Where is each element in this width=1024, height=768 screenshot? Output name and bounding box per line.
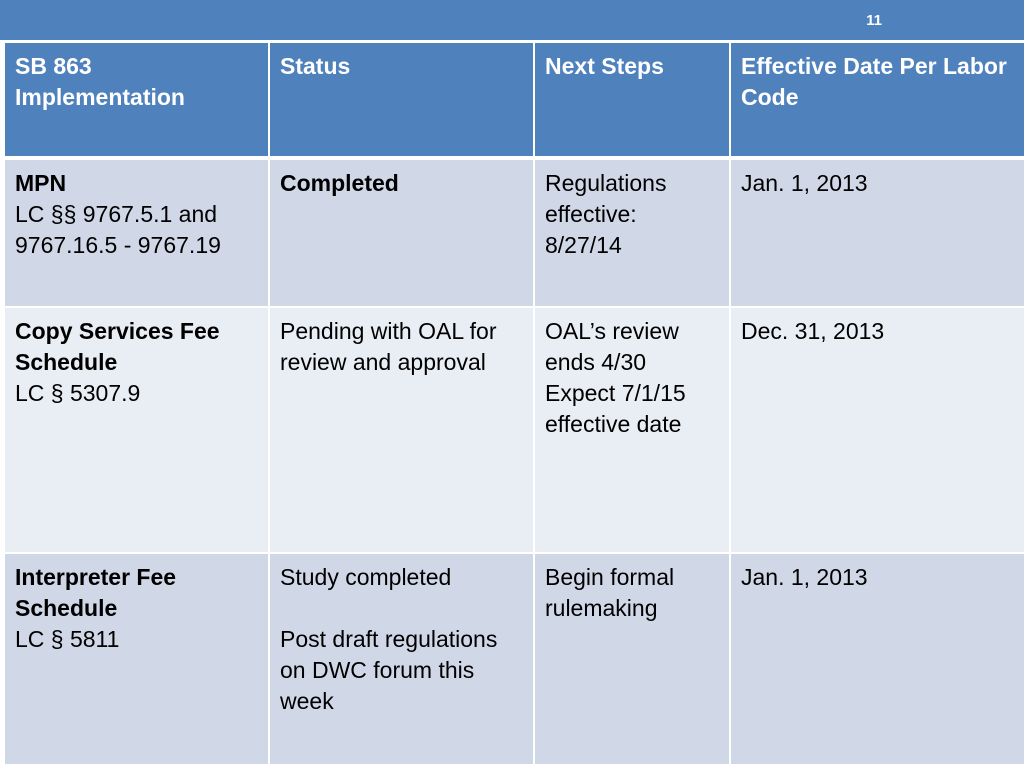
status-text: Completed bbox=[280, 170, 399, 196]
header-status: Status bbox=[269, 42, 534, 158]
next-steps-text: Expect 7/1/15 effective date bbox=[545, 380, 686, 437]
page-number: 11 bbox=[866, 12, 882, 29]
effective-date-cell bbox=[730, 553, 1024, 765]
slide-header-bar bbox=[0, 0, 1024, 40]
table-row bbox=[4, 158, 1024, 307]
implementation-cell bbox=[4, 307, 269, 553]
header-implementation: SB 863 Implementation bbox=[4, 42, 269, 158]
status-cell bbox=[269, 553, 534, 765]
implementation-cell bbox=[4, 158, 269, 307]
effective-date-text: Jan. 1, 2013 bbox=[741, 564, 868, 590]
implementation-cell bbox=[4, 553, 269, 765]
next-steps-text: Regulations effective: 8/27/14 bbox=[545, 170, 667, 258]
status-cell bbox=[269, 158, 534, 307]
next-steps-cell bbox=[534, 158, 730, 307]
next-steps-text: OAL’s review ends 4/30 bbox=[545, 318, 679, 375]
table-row bbox=[4, 553, 1024, 765]
status-text: Pending with OAL for review and approval bbox=[280, 318, 497, 375]
item-reference: LC § 5307.9 bbox=[15, 380, 141, 406]
table-row bbox=[4, 307, 1024, 553]
item-title: Interpreter Fee Schedule bbox=[15, 564, 177, 621]
effective-date-text: Jan. 1, 2013 bbox=[741, 170, 868, 196]
item-title: MPN bbox=[15, 170, 67, 196]
header-next-steps: Next Steps bbox=[534, 42, 730, 158]
status-text: Study completed bbox=[280, 564, 452, 590]
next-steps-cell bbox=[534, 553, 730, 765]
implementation-table bbox=[3, 41, 1024, 766]
effective-date-text: Dec. 31, 2013 bbox=[741, 318, 885, 344]
status-cell bbox=[269, 307, 534, 553]
paragraph-gap bbox=[280, 593, 523, 624]
effective-date-cell bbox=[730, 307, 1024, 553]
table-header-row bbox=[4, 42, 1024, 158]
item-reference: LC § 5811 bbox=[15, 626, 120, 652]
item-title: Copy Services Fee Schedule bbox=[15, 318, 220, 375]
item-reference: LC §§ 9767.5.1 and 9767.16.5 - 9767.19 bbox=[15, 201, 221, 258]
status-text: Post draft regulations on DWC forum this week bbox=[280, 626, 498, 714]
effective-date-cell bbox=[730, 158, 1024, 307]
header-effective-date: Effective Date Per Labor Code bbox=[730, 42, 1024, 158]
next-steps-text: Begin formal rulemaking bbox=[545, 564, 675, 621]
next-steps-cell bbox=[534, 307, 730, 553]
